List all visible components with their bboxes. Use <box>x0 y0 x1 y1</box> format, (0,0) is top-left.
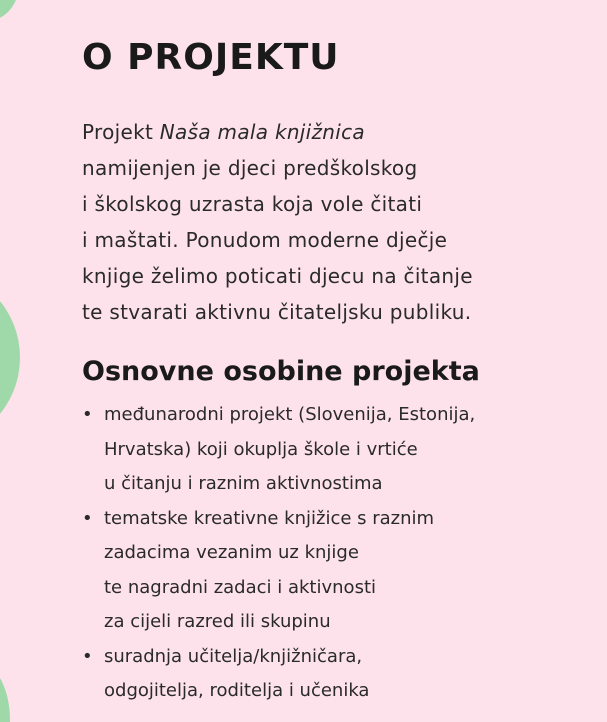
intro-paragraph <box>82 114 587 330</box>
list-item <box>82 640 587 709</box>
list-item <box>82 398 587 502</box>
project-name: Naša mala knjižnica <box>159 120 365 144</box>
feature-text: međunarodni projekt (Slovenija, Estonija, Hrvatska) koji okuplja škole i vrtiće u čitanju i raznim aktivnostima <box>104 404 476 494</box>
decorative-green-blob-top <box>0 0 20 20</box>
project-info-section <box>82 30 587 709</box>
intro-body: namijenjen je djeci predškolskog i školskog uzrasta koja vole čitati i maštati. Ponudom moderne dječje knjige želimo poticati djecu na čitanje te stvarati aktivnu čitateljsku publiku. <box>82 156 473 324</box>
decorative-green-blob-middle <box>0 270 20 445</box>
list-item <box>82 502 587 640</box>
feature-text: suradnja učitelja/knjižničara, odgojitelja, roditelja i učenika <box>104 645 370 701</box>
features-heading: Osnovne osobine projekta <box>82 356 480 387</box>
features-list <box>82 398 587 709</box>
page-title: O PROJEKTU <box>82 37 340 78</box>
intro-prefix: Projekt <box>82 120 160 144</box>
decorative-green-blob-bottom <box>0 660 10 722</box>
feature-text: tematske kreativne knjižice s raznim zadacima vezanim uz knjige te nagradni zadaci i aktivnosti za cijeli razred ili skupinu <box>104 507 435 632</box>
